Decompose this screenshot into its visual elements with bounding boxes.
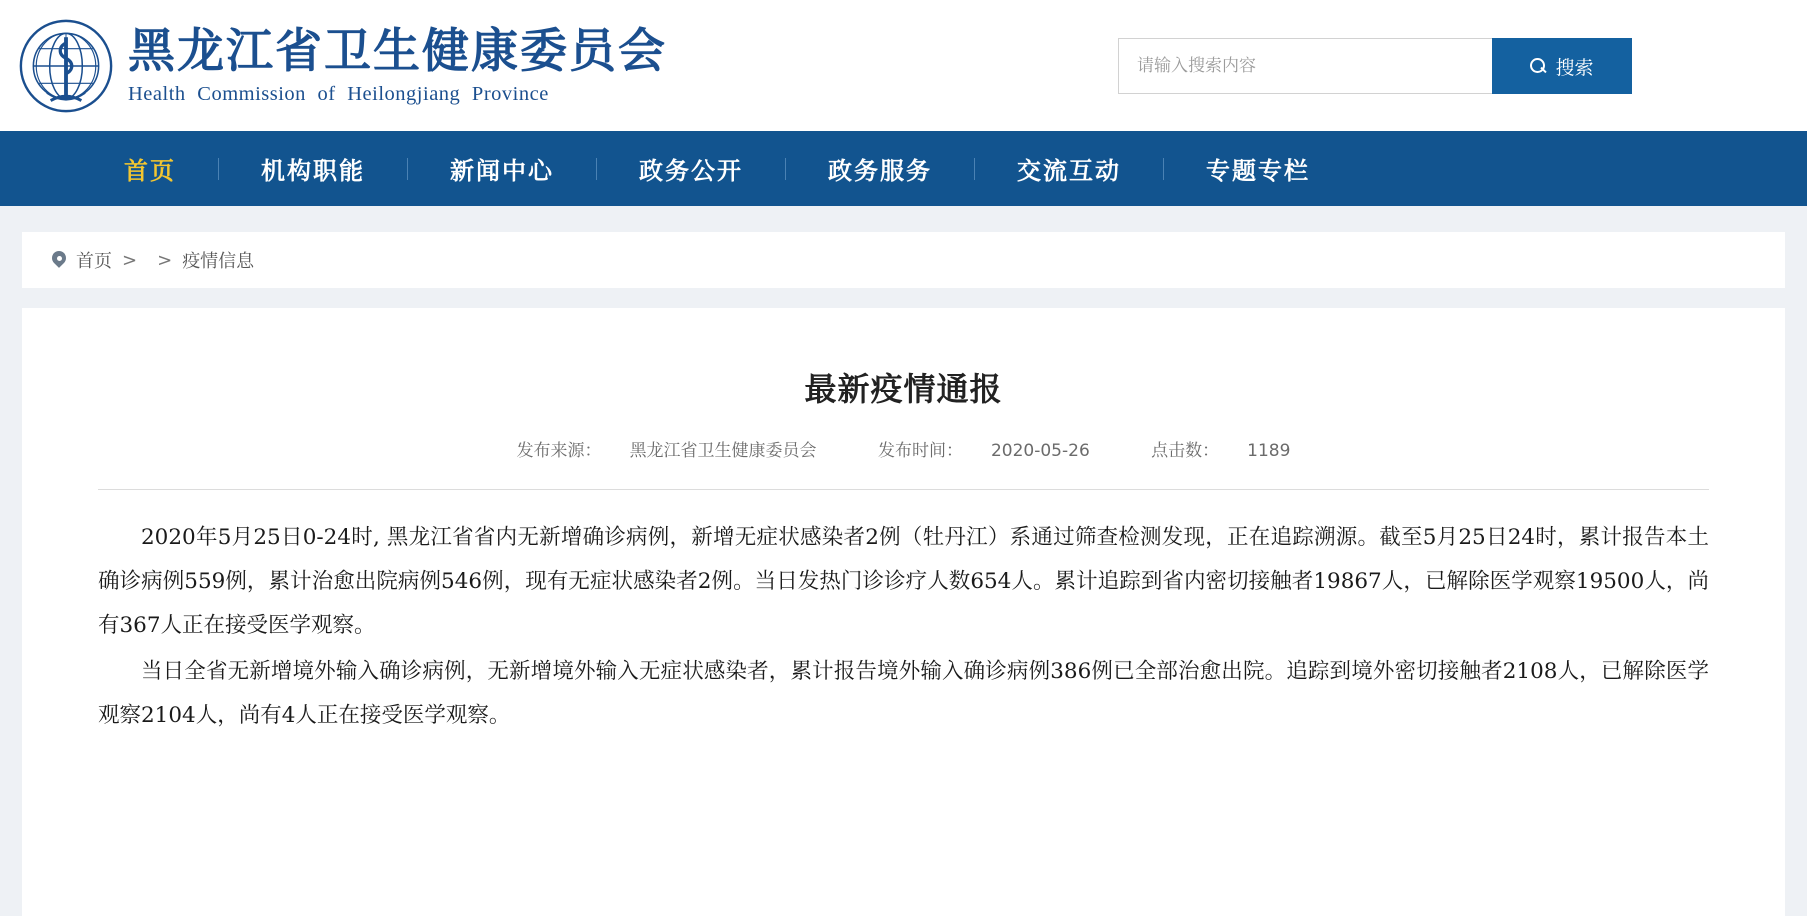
site-logo[interactable] xyxy=(18,18,667,114)
article-meta xyxy=(98,436,1709,461)
meta-hits-label: 点击数： xyxy=(1151,441,1220,461)
page-body xyxy=(0,288,1807,916)
meta-source-value: 黑龙江省卫生健康委员会 xyxy=(629,441,817,461)
article-body xyxy=(98,516,1709,738)
meta-date-label: 发布时间： xyxy=(877,441,963,461)
breadcrumb-home[interactable]: 首页 xyxy=(76,251,112,272)
search-area xyxy=(1118,38,1632,94)
site-title-cn: 黑龙江省卫生健康委员会 xyxy=(128,24,667,80)
location-pin-icon xyxy=(52,251,66,269)
nav-item-interaction[interactable]: 交流互动 xyxy=(1017,157,1121,185)
breadcrumb-separator: > xyxy=(122,249,138,271)
meta-date-value: 2020-05-26 xyxy=(990,441,1090,461)
breadcrumb-current: 疫情信息 xyxy=(182,251,255,272)
who-emblem-icon xyxy=(18,18,114,114)
search-button-label: 搜索 xyxy=(1555,56,1594,79)
page-title: 最新疫情通报 xyxy=(804,370,1003,408)
site-title-block xyxy=(128,24,667,106)
article-paragraph: 当日全省无新增境外输入确诊病例，无新增境外输入无症状感染者，累计报告境外输入确诊病例386例已全部治愈出院。追踪到境外密切接触者2108人，已解除医学观察2104人，尚有4人正在接受医学观察。 xyxy=(98,659,1709,729)
nav-item-government-services[interactable]: 政务服务 xyxy=(828,157,932,185)
meta-source-label: 发布来源： xyxy=(516,441,602,461)
nav-item-government-disclosure[interactable]: 政务公开 xyxy=(639,157,743,185)
breadcrumb-separator-2: > xyxy=(157,249,173,271)
breadcrumb xyxy=(22,232,1785,288)
meta-divider xyxy=(98,489,1709,490)
search-button[interactable] xyxy=(1492,38,1632,94)
search-icon xyxy=(1530,58,1547,75)
site-title-en: Health Commission of Heilongjiang Province xyxy=(128,82,549,105)
nav-item-functions[interactable]: 机构职能 xyxy=(261,157,365,185)
nav-item-home[interactable]: 首页 xyxy=(124,157,176,185)
article-card xyxy=(22,308,1785,916)
meta-hits xyxy=(1137,441,1304,461)
breadcrumb-band xyxy=(0,206,1807,288)
nav-item-news[interactable]: 新闻中心 xyxy=(450,157,554,185)
meta-hits-value: 1189 xyxy=(1247,441,1291,461)
search-input[interactable] xyxy=(1118,38,1492,94)
article-paragraph: 2020年5月25日0-24时, 黑龙江省省内无新增确诊病例，新增无症状感染者2例（牡丹江）系通过筛查检测发现，正在追踪溯源。截至5月25日24时，累计报告本土确诊病例559例，累计治愈出院病例546例，现有无症状感染者2例。当日发热门诊诊疗人数654人。累计追踪到省内密切接触者19867人，已解除医学观察19500人，尚有367人正在接受医学观察。 xyxy=(98,525,1709,639)
main-nav xyxy=(0,131,1807,206)
nav-item-special-columns[interactable]: 专题专栏 xyxy=(1206,157,1310,185)
site-header xyxy=(0,0,1807,131)
meta-date xyxy=(864,441,1104,461)
meta-source xyxy=(503,441,831,461)
